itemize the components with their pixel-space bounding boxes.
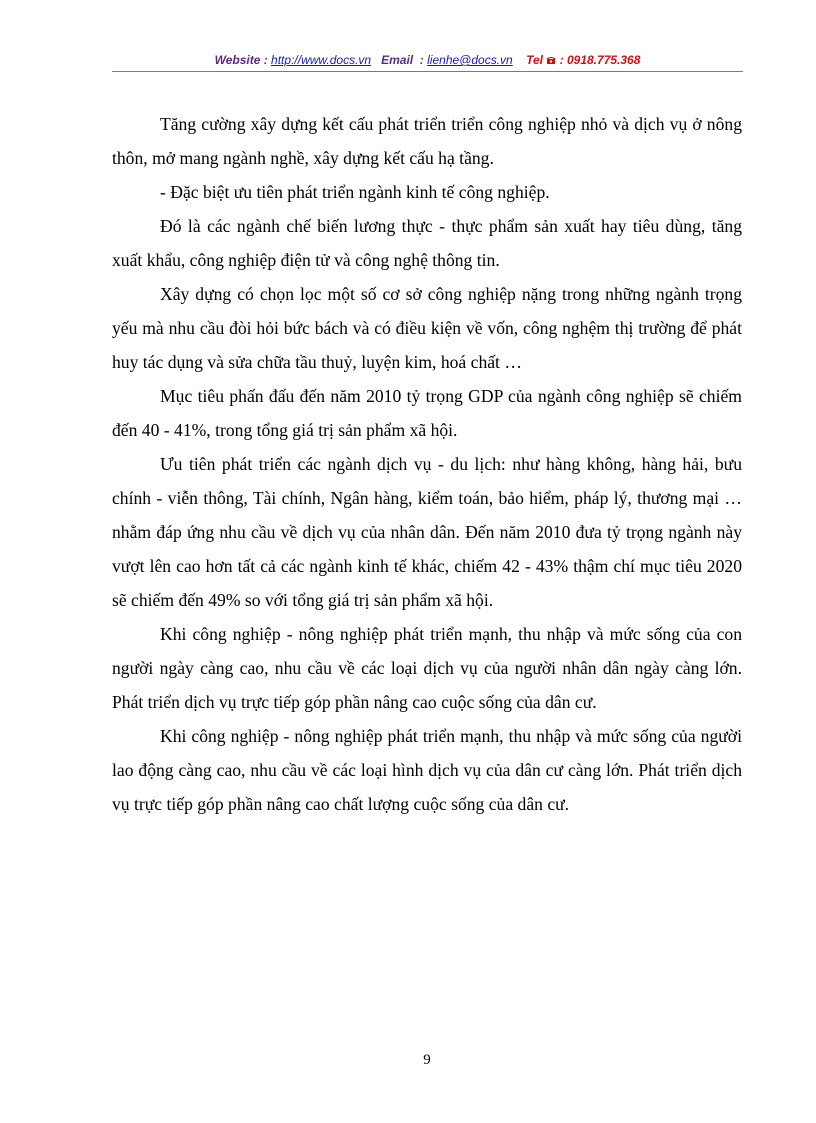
paragraph-5: Mục tiêu phấn đấu đến năm 2010 tỷ trọng GDP của ngành công nghiệp sẽ chiếm đến 40 - 41%, trong tổng giá trị sản phẩm xã hội. [112,386,742,440]
document-body [112,107,742,821]
tel-label: Tel [526,53,543,67]
tel-number: : 0918.775.368 [559,53,641,67]
paragraph-1: Tăng cường xây dựng kết cấu phát triển triển công nghiệp nhỏ và dịch vụ ở nông thôn, mở mang ngành nghề, xây dựng kết cấu hạ tầng. [112,114,742,168]
email-link[interactable]: lienhe@docs.vn [427,53,513,67]
paragraph-7: Khi công nghiệp - nông nghiệp phát triển mạnh, thu nhập và mức sống của con người ngày càng cao, nhu cầu về các loại dịch vụ của người nhân dân ngày càng lớn. Phát triển dịch vụ trực tiếp góp phần nâng cao cuộc sống của dân cư. [112,624,742,712]
page-header [112,51,743,72]
telephone-icon [546,55,556,65]
paragraph-8: Khi công nghiệp - nông nghiệp phát triển mạnh, thu nhập và mức sống của người lao động càng cao, nhu cầu về các loại hình dịch vụ của dân cư càng lớn. Phát triển dịch vụ trực tiếp góp phần nâng cao chất lượng cuộc sống của dân cư. [112,726,742,814]
paragraph-3: Đó là các ngành chế biến lương thực - thực phẩm sản xuất hay tiêu dùng, tăng xuất khẩu, công nghiệp điện tử và công nghệ thông tin. [112,216,742,270]
paragraph-2: - Đặc biệt ưu tiên phát triển ngành kinh tế công nghiệp. [160,182,550,202]
page-number: 9 [423,1052,431,1068]
paragraph-4: Xây dựng có chọn lọc một số cơ sở công nghiệp nặng trong những ngành trọng yếu mà nhu cầu đòi hỏi bức bách và có điều kiện về vốn, công nghệm thị trường để phát huy tác dụng và sửa chữa tầu thuỷ, luyện kim, hoá chất … [112,284,742,372]
website-label: Website : [214,53,268,67]
email-separator: : [419,53,424,67]
email-label: Email [381,53,414,67]
paragraph-6: Ưu tiên phát triển các ngành dịch vụ - du lịch: như hàng không, hàng hải, bưu chính - viễn thông, Tài chính, Ngân hàng, kiểm toán, bảo hiểm, pháp lý, thương mại … nhằm đáp ứng nhu cầu về dịch vụ của nhân dân. Đến năm 2010 đưa tỷ trọng ngành này vượt lên cao hơn tất cả các ngành kinh tế khác, chiếm 42 - 43% thậm chí mục tiêu 2020 sẽ chiếm đến 49% so với tổng giá trị sản phẩm xã hội. [112,454,742,610]
website-link[interactable]: http://www.docs.vn [271,53,372,67]
